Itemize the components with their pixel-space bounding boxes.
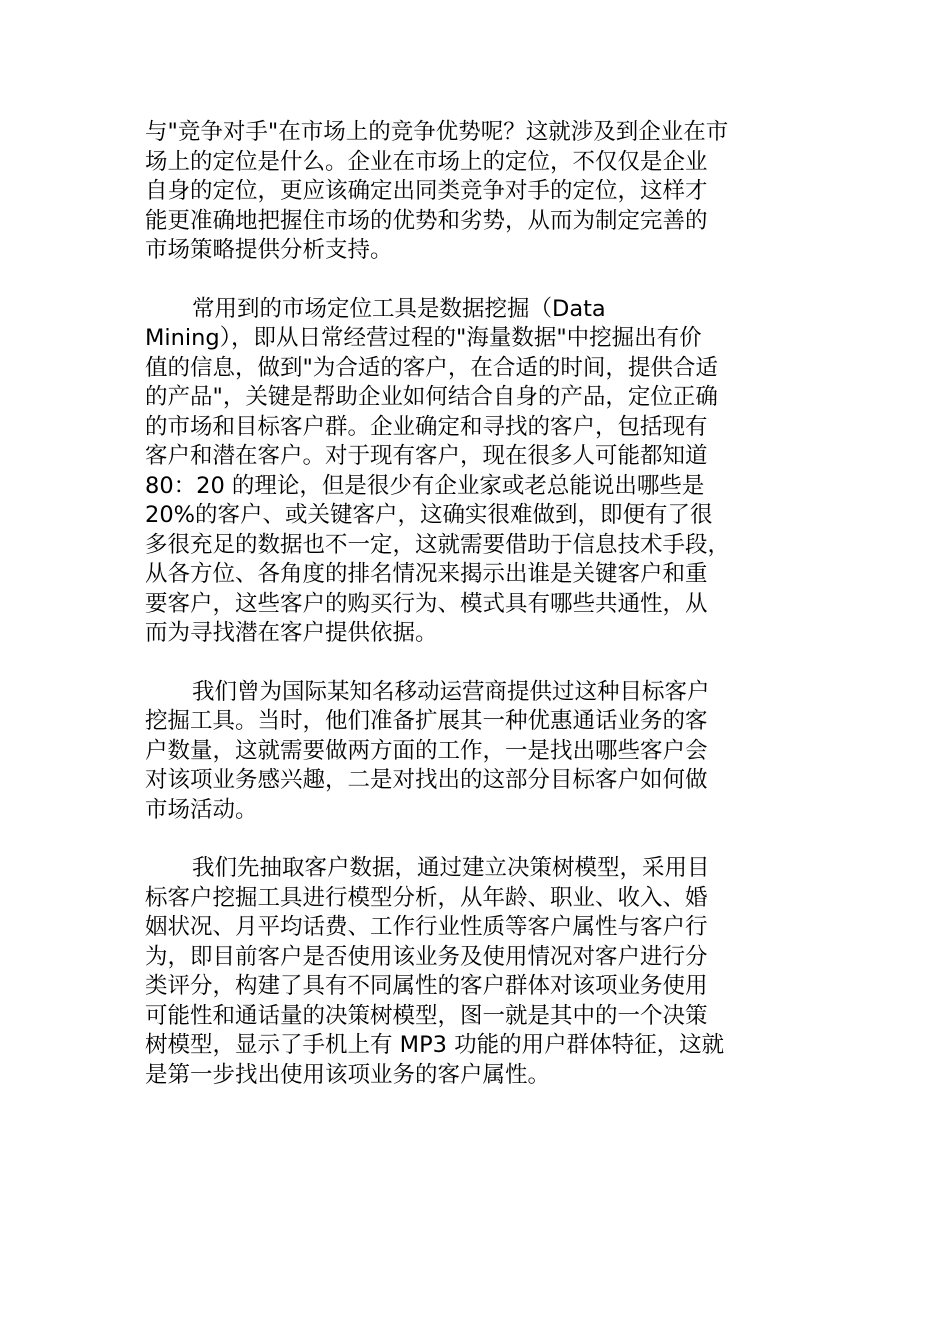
paragraph-data-mining (145, 295, 813, 649)
text-line: 与"竞争对手"在市场上的竞争优势呢？这就涉及到企业在市 (145, 119, 729, 145)
text-line: 场上的定位是什么。企业在市场上的定位，不仅仅是企业 (145, 148, 708, 175)
text-line: 市场活动。 (145, 796, 258, 823)
text-line: 户数量，这就需要做两方面的工作，一是找出哪些客户会 (145, 737, 708, 764)
text-line: 为，即目前客户是否使用该业务及使用情况对客户进行分 (145, 943, 708, 970)
text-line: 可能性和通话量的决策树模型，图一就是其中的一个决策 (145, 1002, 708, 1029)
text-line: 从各方位、各角度的排名情况来揭示出谁是关键客户和重 (145, 561, 708, 587)
text-line: 市场策略提供分析支持。 (145, 237, 393, 263)
document-body (145, 118, 813, 1119)
text-line: 的产品"，关键是帮助企业如何结合自身的产品，定位正确 (145, 384, 718, 410)
text-line: 对该项业务感兴趣，二是对找出的这部分目标客户如何做 (145, 767, 708, 793)
text-line: 我们先抽取客户数据，通过建立决策树模型，采用目 (192, 855, 710, 881)
text-line: 要客户，这些客户的购买行为、模式具有哪些共通性，从 (145, 590, 708, 617)
text-line: 常用到的市场定位工具是数据挖掘（Data (192, 295, 606, 322)
text-line: 是第一步找出使用该项业务的客户属性。 (145, 1061, 551, 1088)
text-line: 能更准确地把握住市场的优势和劣势，从而为制定完善的 (145, 207, 708, 234)
text-line: 标客户挖掘工具进行模型分析，从年龄、职业、收入、婚 (145, 884, 708, 911)
paragraph-decision-tree (145, 854, 813, 1090)
text-line: 客户和潜在客户。对于现有客户，现在很多人可能都知道 (145, 443, 708, 469)
text-line: 而为寻找潜在客户提供依据。 (145, 620, 438, 646)
text-line: 我们曾为国际某知名移动运营商提供过这种目标客户 (192, 678, 710, 705)
paragraph-competitive-positioning (145, 118, 813, 266)
text-line: 20%的客户、或关键客户，这确实很难做到，即便有了很 (145, 502, 713, 528)
text-line: 值的信息，做到"为合适的客户，在合适的时间，提供合适 (145, 354, 718, 381)
text-line: 的市场和目标客户群。企业确定和寻找的客户，包括现有 (145, 413, 708, 440)
text-line: 类评分，构建了具有不同属性的客户群体对该项业务使用 (145, 973, 708, 999)
text-line: Mining），即从日常经营过程的"海量数据"中挖掘出有价 (145, 325, 702, 351)
text-line: 80：20 的理论，但是很少有企业家或老总能说出哪些是 (145, 472, 705, 499)
text-line: 自身的定位，更应该确定出同类竞争对手的定位，这样才 (145, 178, 708, 204)
text-line: 多很充足的数据也不一定，这就需要借助于信息技术手段， (145, 531, 731, 558)
text-line: 姻状况、月平均话费、工作行业性质等客户属性与客户行 (145, 914, 708, 940)
text-line: 树模型，显示了手机上有 MP3 功能的用户群体特征，这就 (145, 1032, 725, 1058)
paragraph-operator-case (145, 678, 813, 826)
text-line: 挖掘工具。当时，他们准备扩展其一种优惠通话业务的客 (145, 708, 708, 734)
